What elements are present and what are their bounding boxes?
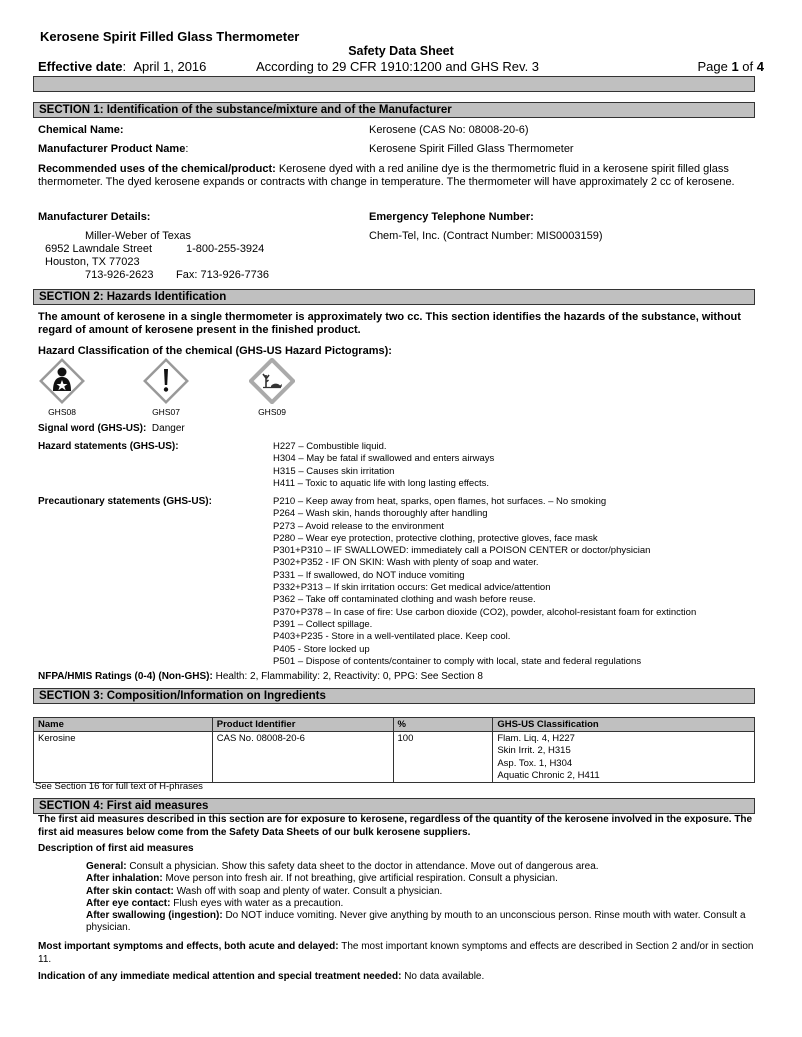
document-type-title: Safety Data Sheet	[348, 44, 454, 58]
measure-label: After skin contact:	[86, 885, 174, 897]
measure-text: Do NOT induce vomiting. Never give anything by mouth to an unconscious person. Rinse mouth with water. Consult a physician.	[86, 910, 746, 934]
chemical-name-label: Chemical Name:	[38, 124, 124, 136]
hazard-statement: H227 – Combustible liquid.	[273, 441, 387, 452]
signal-word-label: Signal word (GHS-US):	[38, 423, 147, 434]
classification-line: Aquatic Chronic 2, H411	[497, 769, 600, 781]
header-divider-bar	[33, 76, 755, 92]
manufacturer-details-label: Manufacturer Details:	[38, 211, 151, 223]
measure-label: General:	[86, 861, 127, 872]
precautionary-statement: P264 – Wash skin, hands thoroughly after handling	[273, 508, 488, 520]
column-header-name: Name	[34, 718, 213, 732]
precautionary-statement: P403+P235 - Store in a well-ventilated place. Keep cool.	[273, 631, 511, 643]
cell-identifier: CAS No. 08008-20-6	[212, 732, 393, 783]
precautionary-statement: P370+P378 – In case of fire: Use carbon dioxide (CO2), powder, alcohol-resistant foam for extinction	[273, 606, 697, 618]
hazard-statement: H315 – Causes skin irritation	[273, 465, 395, 477]
precautionary-statement: P362 – Take off contaminated clothing and wash before reuse.	[273, 594, 536, 606]
nfpa-value: Health: 2, Flammability: 2, Reactivity: 0, PPG: See Section 8	[212, 671, 483, 682]
pictogram-code: GHS08	[48, 407, 76, 417]
measure-label: After inhalation:	[86, 873, 163, 885]
precautionary-statement: P210 – Keep away from heat, sparks, open flames, hot surfaces. – No smoking	[273, 496, 607, 507]
precautionary-statement: P332+P313 – If skin irritation occurs: Get medical advice/attention	[273, 582, 551, 594]
nfpa-hmis-ratings	[38, 671, 483, 684]
product-name-value: Kerosene Spirit Filled Glass Thermometer	[369, 143, 574, 155]
hazard-intro: The amount of kerosene in a single thermometer is approximately two cc. This section identifies the hazards of the substance, without regard of amount of kerosene present in the finished product.	[38, 311, 741, 336]
precautionary-statement: P301+P310 – IF SWALLOWED: immediately call a POISON CENTER or doctor/physician	[273, 545, 651, 557]
precautionary-statement: P405 - Store locked up	[273, 643, 370, 655]
section-1-header: SECTION 1: Identification of the substance/mixture and of the Manufacturer	[33, 102, 755, 118]
manufacturer-name: Miller-Weber of Texas	[85, 230, 191, 242]
recommended-uses-text: Kerosene dyed with a red aniline dye is the thermometric fluid in a kerosene spirit filled glass thermometer. The dyed kerosene expands or contracts with change in temperature. The thermometer will have approximately 2 cc of kerosene.	[38, 163, 735, 188]
hazard-statement: H304 – May be fatal if swallowed and enters airways	[273, 453, 495, 465]
measure-label: After eye contact:	[86, 897, 171, 909]
emergency-phone-value: Chem-Tel, Inc. (Contract Number: MIS0003159)	[369, 230, 603, 242]
manufacturer-phone: 713-926-2623	[85, 269, 154, 281]
precautionary-statement: P302+P352 - IF ON SKIN: Wash with plenty of soap and water.	[273, 557, 539, 569]
measure-text: Flush eyes with water as a precaution.	[170, 897, 344, 909]
first-aid-measure-skin	[86, 886, 766, 898]
product-name-label: Manufacturer Product Name	[38, 143, 186, 155]
first-aid-measure-ingestion	[86, 910, 766, 935]
nfpa-label: NFPA/HMIS Ratings (0-4) (Non-GHS):	[38, 671, 213, 682]
section-3-header: SECTION 3: Composition/Information on Ingredients	[33, 688, 755, 704]
regulation-reference: According to 29 CFR 1910:1200 and GHS Rev. 3	[256, 59, 540, 74]
page-total: 4	[756, 59, 764, 74]
recommended-uses	[38, 163, 764, 189]
first-aid-measure-eye	[86, 898, 766, 910]
hazard-classification-label: Hazard Classification of the chemical (GHS-US Hazard Pictograms):	[38, 345, 392, 357]
page-of: of	[742, 59, 754, 74]
precautionary-statement: P280 – Wear eye protection, protective clothing, protective gloves, face mask	[273, 532, 598, 544]
product-name-row: Manufacturer Product Name:	[38, 143, 189, 155]
symptoms-text: The most important known symptoms and effects are described in Section 2 and/or in section 11.	[38, 941, 754, 965]
page-indicator	[697, 59, 764, 74]
table-row	[34, 732, 755, 783]
manufacturer-fax: Fax: 713-926-7736	[176, 269, 269, 281]
manufacturer-street: 6952 Lawndale Street	[45, 243, 153, 255]
precautionary-statement: P331 – If swallowed, do NOT induce vomiting	[273, 569, 465, 581]
hazard-statement: H411 – Toxic to aquatic life with long lasting effects.	[273, 477, 489, 489]
composition-table	[33, 717, 755, 783]
colon: :	[122, 59, 134, 74]
first-aid-intro: The first aid measures described in this section are for exposure to kerosene, regardless of the quantity of the kerosene involved in the exposure. The first aid measures below come from the Safety Data Sheets of our bulk kerosene suppliers.	[38, 814, 753, 838]
first-aid-measure-inhalation	[86, 873, 766, 885]
effective-date-label: Effective date	[38, 59, 123, 74]
first-aid-description-label: Description of first aid measures	[38, 843, 194, 854]
precautionary-statements-list	[273, 496, 696, 668]
medical-attention	[38, 971, 484, 984]
measure-text: Consult a physician. Show this safety data sheet to the doctor in attendance. Move out of dangerous area.	[126, 861, 599, 872]
measure-label: After swallowing (ingestion):	[86, 910, 223, 922]
medical-attention-label: Indication of any immediate medical attention and special treatment needed:	[38, 971, 402, 982]
effective-date-value: April 1, 2016	[133, 59, 207, 74]
first-aid-measure-general	[86, 861, 766, 873]
cell-name: Kerosine	[34, 732, 213, 783]
classification-line: Skin Irrit. 2, H315	[497, 745, 571, 757]
symptoms-effects	[38, 941, 764, 966]
emergency-phone-label: Emergency Telephone Number:	[369, 211, 534, 223]
h-phrases-note: See Section 16 for full text of H-phrases	[35, 781, 203, 792]
pictogram-code: GHS07	[152, 407, 180, 417]
manufacturer-tollfree: 1-800-255-3924	[186, 243, 265, 255]
hazard-statements-label: Hazard statements (GHS-US):	[38, 441, 179, 452]
signal-word	[38, 423, 185, 436]
column-header-classification: GHS-US Classification	[493, 718, 755, 732]
section-4-header: SECTION 4: First aid measures	[33, 798, 755, 814]
effective-date	[38, 59, 206, 74]
column-header-identifier: Product Identifier	[212, 718, 393, 732]
hazard-statements-list	[273, 441, 494, 490]
precautionary-statement: P273 – Avoid release to the environment	[273, 520, 444, 532]
pictogram-ghs09	[246, 358, 298, 417]
precautionary-statement: P501 – Dispose of contents/container to comply with local, state and federal regulations	[273, 655, 642, 667]
pictogram-ghs08	[36, 358, 88, 417]
health-hazard-icon	[39, 358, 85, 404]
document-product-title: Kerosene Spirit Filled Glass Thermometer	[40, 29, 300, 44]
table-header-row	[34, 718, 755, 732]
classification-line: Asp. Tox. 1, H304	[497, 757, 573, 769]
pictogram-ghs07	[140, 358, 192, 417]
classification-line: Flam. Liq. 4, H227	[497, 733, 575, 744]
measure-text: Wash off with soap and plenty of water. Consult a physician.	[173, 885, 443, 897]
recommended-uses-label: Recommended uses of the chemical/product:	[38, 163, 276, 175]
first-aid-measures-list	[86, 861, 766, 935]
pictogram-code: GHS09	[258, 407, 286, 417]
page-label: Page	[697, 59, 728, 74]
exclamation-mark-icon	[143, 358, 189, 404]
symptoms-label: Most important symptoms and effects, both acute and delayed:	[38, 941, 339, 952]
page-current: 1	[731, 59, 739, 74]
environment-icon	[249, 358, 295, 404]
section-2-header: SECTION 2: Hazards Identification	[33, 289, 755, 305]
manufacturer-city: Houston, TX 77023	[45, 256, 140, 268]
precautionary-statements-label: Precautionary statements (GHS-US):	[38, 496, 212, 507]
signal-word-value: Danger	[151, 423, 185, 434]
cell-percent: 100	[393, 732, 493, 783]
precautionary-statement: P391 – Collect spillage.	[273, 618, 373, 630]
chemical-name-value: Kerosene (CAS No: 08008-20-6)	[369, 124, 529, 136]
medical-attention-text: No data available.	[401, 971, 485, 982]
column-header-percent: %	[393, 718, 493, 732]
cell-classification	[493, 732, 755, 783]
measure-text: Move person into fresh air. If not breathing, give artificial respiration. Consult a physician.	[162, 873, 558, 885]
